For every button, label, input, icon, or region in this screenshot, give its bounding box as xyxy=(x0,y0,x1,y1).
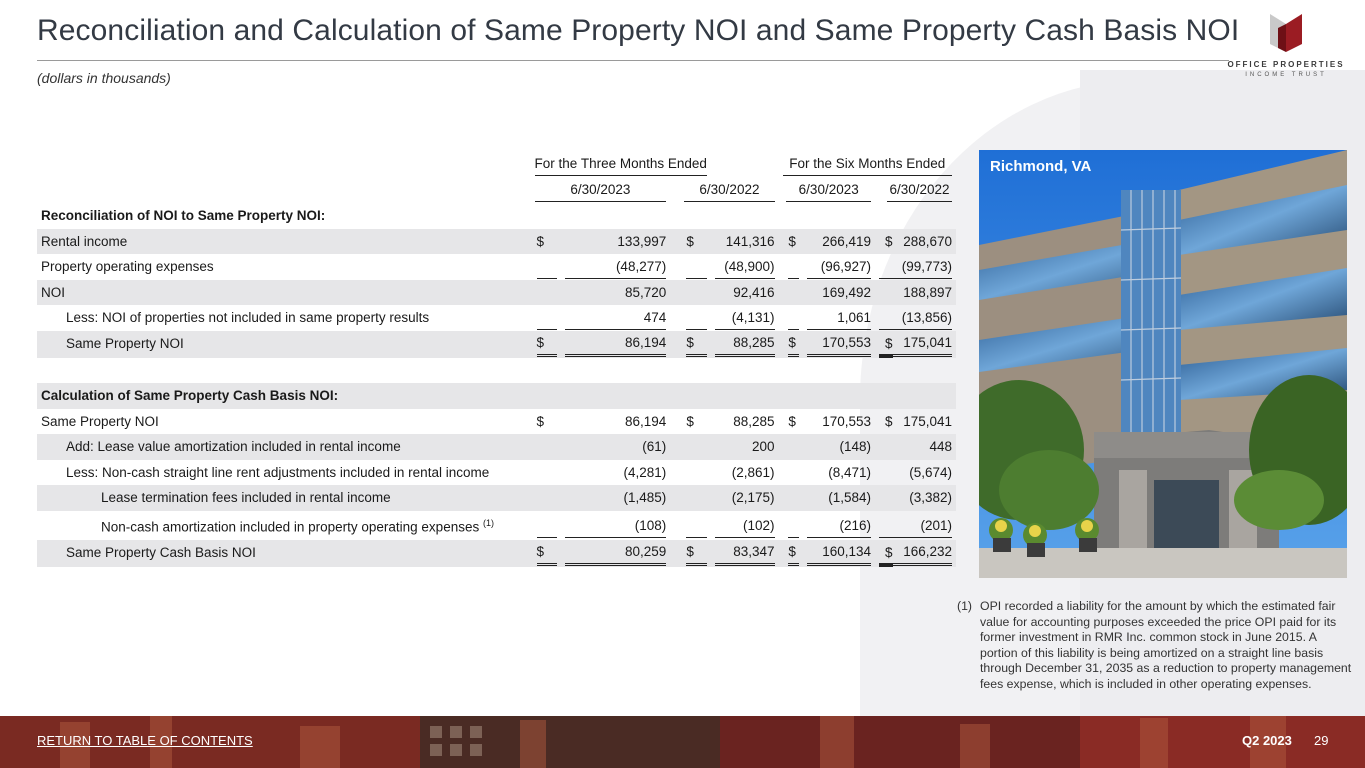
date-header: 6/30/2022 xyxy=(875,178,956,204)
date-header: 6/30/2022 xyxy=(680,178,778,204)
logo-name: OFFICE PROPERTIES xyxy=(1227,60,1345,69)
company-logo xyxy=(1212,10,1360,78)
title-divider xyxy=(37,60,1229,61)
return-to-contents-link[interactable]: RETURN TO TABLE OF CONTENTS xyxy=(37,733,253,748)
footnote-marker: (1) xyxy=(482,517,494,528)
page-title: Reconciliation and Calculation of Same Property NOI and Same Property Cash Basis NOI xyxy=(37,14,1240,47)
section-title-row xyxy=(37,203,956,229)
footnote xyxy=(957,599,1352,693)
footnote-text: OPI recorded a liability for the amount by which the estimated fair value for accounting purposes exceeded the price OPI paid for its former investment in RMR Inc. common stock in June 2015. A portion of this liability is being amortized on a straight line basis through December 31, 2035 as a reduction to property management fees expense, which is included in other operating expenses. xyxy=(980,599,1352,691)
table-row: Same Property NOI $ 86,194 $ 88,285 $ 170,553 $ 175,041 xyxy=(37,331,956,358)
property-photo xyxy=(979,150,1347,578)
date-header: 6/30/2023 xyxy=(531,178,671,204)
table-row: Lease termination fees included in rental income (1,485) (2,175) (1,584) (3,382) xyxy=(37,485,956,511)
logo-mark-icon xyxy=(1264,10,1308,54)
date-header: 6/30/2023 xyxy=(782,178,875,204)
table-row: Less: NOI of properties not included in same property results 474 (4,131) 1,061 (13,856) xyxy=(37,305,956,331)
footnote-number: (1) xyxy=(957,599,973,613)
table-row: Non-cash amortization included in property operating expenses $^{(1)}$ (108) (102) (216) (201) xyxy=(37,511,956,540)
section-title: Calculation of Same Property Cash Basis NOI: xyxy=(37,383,956,409)
page-number: 29 xyxy=(1314,733,1329,748)
logo-subname: INCOME TRUST xyxy=(1245,72,1327,78)
table-row: NOI 85,720 92,416 169,492 188,897 xyxy=(37,280,956,306)
table-row: Less: Non-cash straight line rent adjustments included in rental income (4,281) (2,861) (8,471) (5,674) xyxy=(66,464,952,480)
table-row: Rental income $ 133,997 $ 141,316 $ 266,419 $ 288,670 xyxy=(37,229,956,255)
section-title-row xyxy=(37,383,956,409)
report-period: Q2 2023 xyxy=(1242,733,1292,748)
page-subtitle: (dollars in thousands) xyxy=(37,70,171,86)
section-title: Reconciliation of NOI to Same Property NOI: xyxy=(41,208,326,223)
noi-reconciliation-table xyxy=(37,152,956,567)
table-date-header-row xyxy=(37,178,956,204)
group-header-three-months: For the Three Months Ended xyxy=(531,152,711,178)
table-row: Same Property Cash Basis NOI $ 80,259 $ 83,347 $ 160,134 $ 166,232 xyxy=(37,540,956,567)
table-row: Add: Lease value amortization included in rental income (61) 200 (148) 448 xyxy=(37,434,956,460)
group-header-six-months: For the Six Months Ended xyxy=(779,152,957,178)
office-building-illustration xyxy=(979,150,1347,578)
table-group-header-row xyxy=(37,152,956,178)
spacer-row xyxy=(37,358,956,384)
table-row: Same Property NOI $ 86,194 $ 88,285 $ 170,553 $ 175,041 xyxy=(41,413,952,429)
photo-location-label: Richmond, VA xyxy=(990,158,1092,175)
table-row: Property operating expenses (48,277) (48,900) (96,927) (99,773) xyxy=(37,254,956,280)
